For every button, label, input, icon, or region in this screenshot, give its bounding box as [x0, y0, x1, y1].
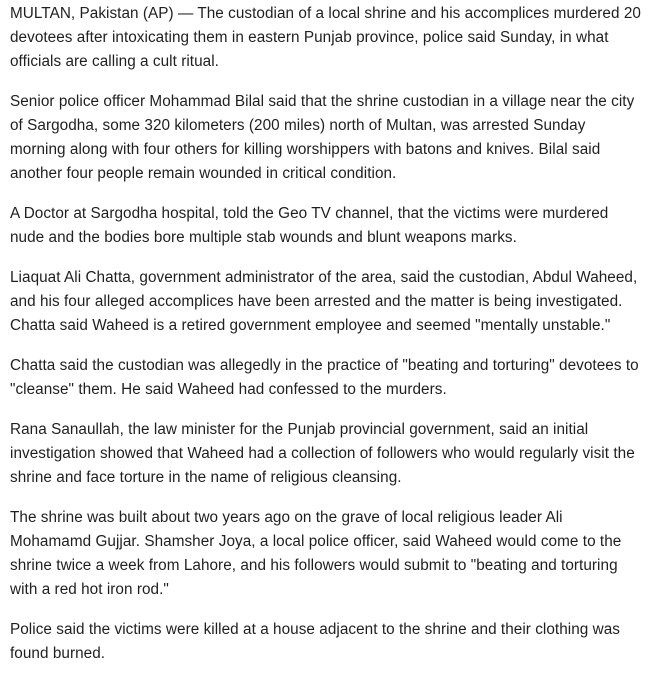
paragraph-doctor: A Doctor at Sargodha hospital, told the Geo TV channel, that the victims were murdered nude and the bodies bore multiple stab wounds and blunt weapons marks.: [10, 205, 609, 246]
paragraph-law-minister: Rana Sanaullah, the law minister for the Punjab provincial government, said an initial investigation showed that Waheed had a collection of followers who would regularly visit the shrine and face torture in the name of religious cleansing.: [10, 421, 635, 486]
paragraph-administrator: Liaquat Ali Chatta, government administrator of the area, said the custodian, Abdul Waheed, and his four alleged accomplices have been arrested and the matter is being investigated. Chatta said Waheed is a retired government employee and seemed "mentally unstable.": [10, 269, 638, 334]
paragraph-shrine-history: The shrine was built about two years ago on the grave of local religious leader Ali Mohamamd Gujjar. Shamsher Joya, a local police officer, said Waheed would come to the shrine twice a week from Lahore, and his followers would submit to "beating and torturing with a red hot iron rod.": [10, 509, 622, 598]
paragraph-dateline-lead: MULTAN, Pakistan (AP) — The custodian of a local shrine and his accomplices murdered 20 devotees after intoxicating them in eastern Punjab province, police said Sunday, in what officials are calling a cult ritual.: [10, 5, 641, 70]
paragraph-police-officer: Senior police officer Mohammad Bilal said that the shrine custodian in a village near the city of Sargodha, some 320 kilometers (200 miles) north of Multan, was arrested Sunday morning along with four others for killing worshippers with batons and knives. Bilal said another four people remain wounded in critical condition.: [10, 93, 635, 182]
paragraph-practice: Chatta said the custodian was allegedly in the practice of "beating and torturing" devotees to "cleanse" them. He said Waheed had confessed to the murders.: [10, 357, 639, 398]
paragraph-clothing: Police said the victims were killed at a house adjacent to the shrine and their clothing was found burned.: [10, 621, 621, 662]
